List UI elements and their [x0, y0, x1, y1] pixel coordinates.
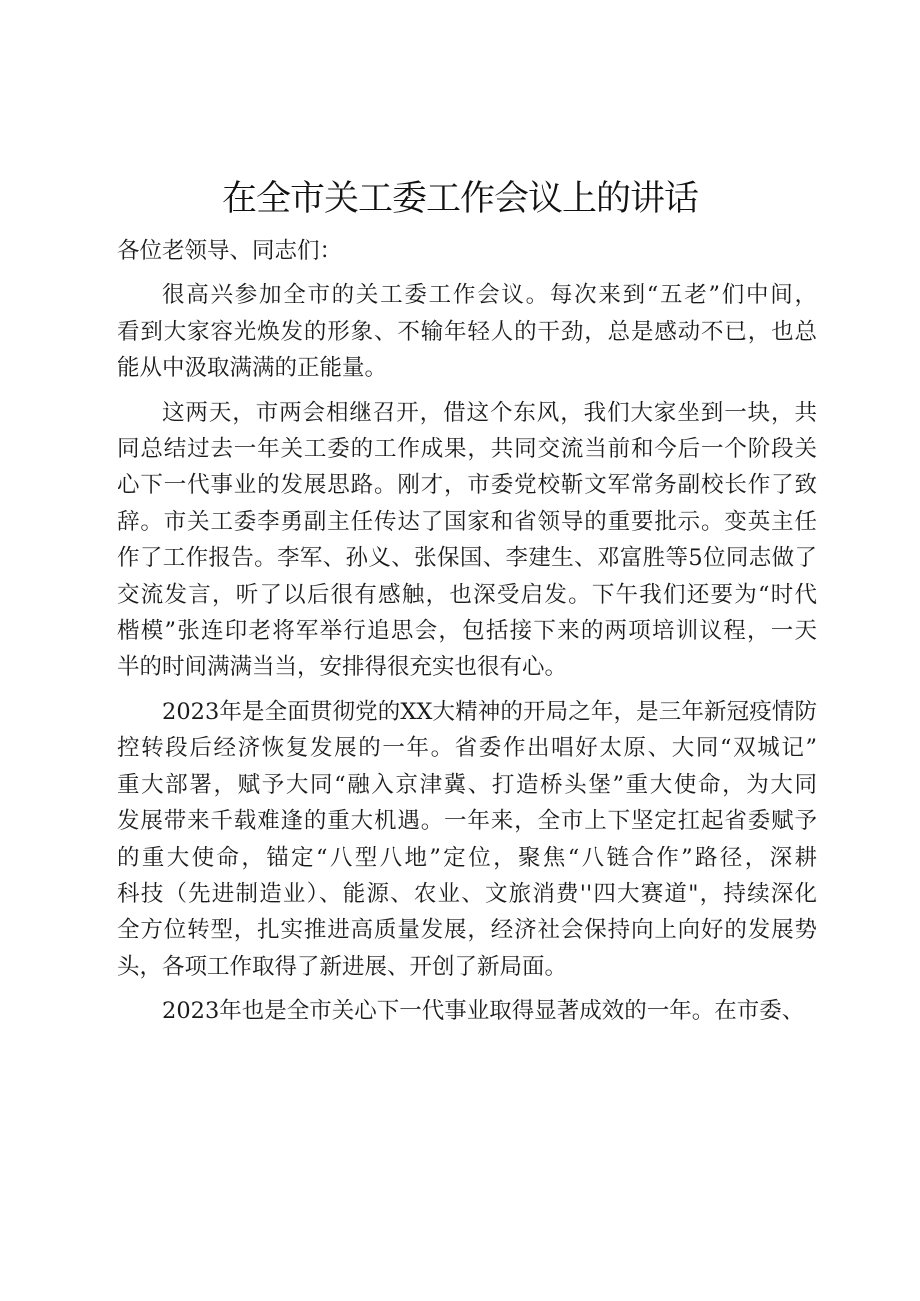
- paragraph: [117, 395, 817, 686]
- paragraph-line: 楷模”张连印老将军举行追思会，包括接下来的两项培训议程，一天: [117, 618, 817, 645]
- paragraph: [117, 694, 817, 985]
- paragraph: [117, 277, 817, 386]
- paragraph-line: 控转段后经济恢复发展的一年。省委作出唱好太原、大同“双城记”: [117, 735, 817, 762]
- paragraph-line: 科技（先进制造业）、能源、农业、文旅消费''四大赛道"，持续深化: [117, 880, 817, 907]
- paragraph: [117, 993, 817, 1029]
- document-title: 在全市关工委工作会议上的讲话: [221, 179, 698, 219]
- paragraph-line: 的重大使命，锚定“八型八地”定位，聚焦“八链合作”路径，深耕: [117, 844, 817, 871]
- paragraph-line: 2023年也是全市关心下一代事业取得显著成效的一年。在市委、: [162, 998, 805, 1025]
- paragraph-line: 2023年是全面贯彻党的XX大精神的开局之年，是三年新冠疫情防: [162, 698, 817, 725]
- salutation: 各位老领导、同志们：: [117, 238, 343, 264]
- document-body: [117, 233, 817, 1038]
- paragraph-line: 半的时间满满当当，安排得很充实也很有心。: [117, 654, 568, 681]
- paragraph-line: 全方位转型，扎实推进高质量发展，经济社会保持向上向好的发展势: [117, 917, 817, 944]
- paragraph-line: 交流发言，听了以后很有感触，也深受启发。下午我们还要为“时代: [117, 581, 817, 608]
- paragraph-line: 作了工作报告。李军、孙义、张保国、李建生、邓富胜等5位同志做了: [117, 545, 817, 572]
- paragraph-line: 重大部署，赋予大同“融入京津冀、打造桥头堡”重大使命，为大同: [117, 771, 817, 798]
- paragraph-line: 能从中汲取满满的正能量。: [117, 355, 388, 382]
- paragraph-line: 看到大家容光焕发的形象、不输年轻人的干劲，总是感动不已，也总: [117, 318, 817, 345]
- paragraph-list: [117, 277, 817, 1029]
- paragraph-line: 这两天，市两会相继召开，借这个东风，我们大家坐到一块，共: [162, 399, 817, 426]
- paragraph-line: 辞。市关工委李勇副主任传达了国家和省领导的重要批示。变英主任: [117, 508, 817, 535]
- paragraph-line: 同总结过去一年关工委的工作成果，共同交流当前和今后一个阶段关: [117, 436, 817, 463]
- paragraph-line: 发展带来千载难逢的重大机遇。一年来，全市上下坚定扛起省委赋予: [117, 808, 817, 835]
- paragraph-line: 头，各项工作取得了新进展、开创了新局面。: [117, 953, 568, 980]
- paragraph-line: 很高兴参加全市的关工委工作会议。每次来到“五老”们中间，: [162, 282, 817, 309]
- paragraph-line: 心下一代事业的发展思路。刚才，市委党校靳文军常务副校长作了致: [117, 472, 817, 499]
